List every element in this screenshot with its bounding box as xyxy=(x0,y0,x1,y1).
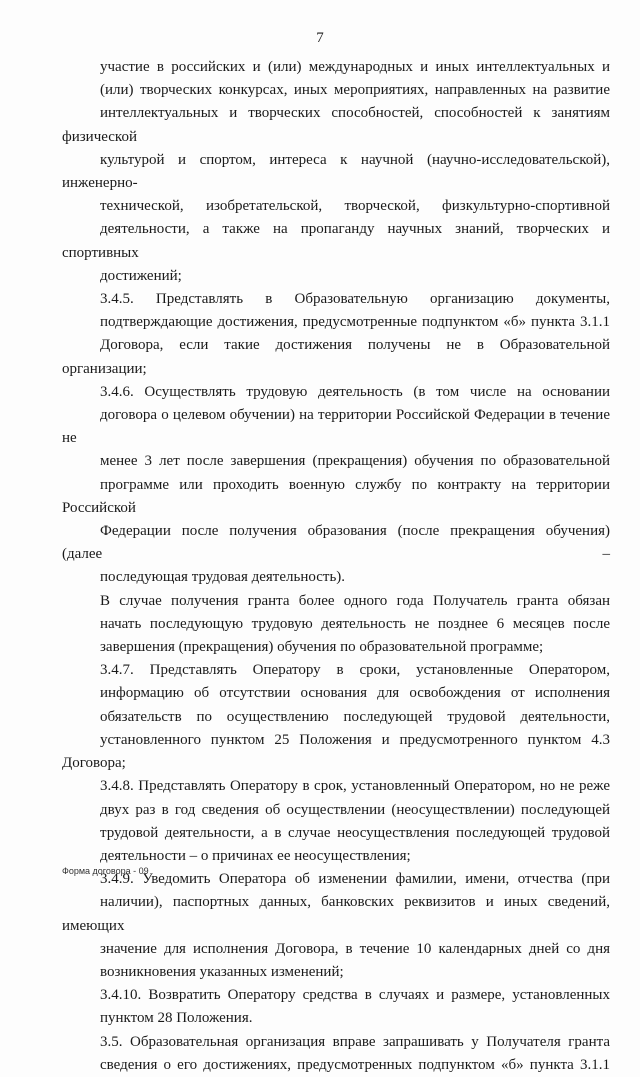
text-line: программе или проходить военную службу по контракту на территории Российской xyxy=(62,476,610,516)
text-line: 3.4.8. Представлять Оператору в срок, установленный Оператором, но не реже xyxy=(100,778,610,795)
text-line: (или) творческих конкурсах, иных мероприятиях, направленных на развитие xyxy=(100,82,610,99)
text-line: информацию об отсутствии основания для освобождения от исполнения xyxy=(100,685,610,702)
text-line: культурой и спортом, интереса к научной (научно-исследовательской), инженерно- xyxy=(62,151,610,192)
text-line: 3.4.9. Уведомить Оператора об изменении фамилии, имени, отчества (при xyxy=(100,871,610,888)
text-line: технической, изобретательской, творческой, физкультурно-спортивной xyxy=(100,198,610,215)
text-line: завершения (прекращения) обучения по образовательной программе; xyxy=(100,639,544,656)
paragraph-p-3-4-10 xyxy=(62,984,610,1030)
text-line: наличии), паспортных данных, банковских реквизитов и иных сведений, имеющих xyxy=(62,894,610,934)
text-line: двух раз в год сведения об осуществлении (неосуществлении) последующей xyxy=(100,801,610,818)
text-line: 3.4.5. Представлять в Образовательную организацию документы, xyxy=(100,291,610,308)
text-line: деятельности – о причинах ее неосуществления; xyxy=(100,847,411,864)
text-line: возникновения указанных изменений; xyxy=(100,963,344,980)
text-line: подтверждающие достижения, предусмотренные подпунктом «б» пункта 3.1.1 xyxy=(100,314,610,331)
text-line: Договора, если такие достижения получены не в Образовательной организации; xyxy=(62,337,610,377)
text-line: В случае получения гранта более одного года Получатель гранта обязан xyxy=(100,592,610,609)
text-line: менее 3 лет после завершения (прекращения) обучения по образовательной xyxy=(100,453,610,470)
text-line: сведения о его достижениях, предусмотренных подпунктом «б» пункта 3.1.1 xyxy=(100,1056,610,1073)
paragraph-p-3-4-7 xyxy=(62,659,610,775)
paragraph-p-3-4-6 xyxy=(62,381,610,590)
text-line: достижений; xyxy=(100,267,182,284)
text-line: 3.5. Образовательная организация вправе запрашивать у Получателя гранта xyxy=(100,1033,610,1050)
form-footer: Форма договора - 09 xyxy=(62,866,149,876)
paragraph-p-grant xyxy=(62,590,610,660)
text-line: 3.4.7. Представлять Оператору в сроки, установленные Оператором, xyxy=(100,662,610,679)
text-line: 3.4.10. Возвратить Оператору средства в случаях и размере, установленных xyxy=(100,987,610,1004)
text-line: последующая трудовая деятельность). xyxy=(100,569,346,586)
text-line: интеллектуальных и творческих способностей, способностей к занятиям физической xyxy=(62,105,610,145)
document-body xyxy=(62,56,610,1077)
paragraph-p-3-4-5 xyxy=(62,288,610,381)
text-line: деятельности, а также на пропаганду научных знаний, творческих и спортивных xyxy=(62,221,610,261)
text-line: участие в российских и (или) международных и иных интеллектуальных и xyxy=(100,59,610,75)
paragraph-p-3-5 xyxy=(62,1031,610,1077)
text-line: обязательств по осуществлению последующей трудовой деятельности, xyxy=(100,708,610,725)
paragraph-p-continuation xyxy=(62,56,610,288)
text-line: договора о целевом обучении) на территории Российской Федерации в течение не xyxy=(62,407,610,447)
text-line: трудовой деятельности, а в случае неосуществления последующей трудовой xyxy=(100,824,610,841)
paragraph-p-3-4-9 xyxy=(62,868,610,984)
text-line: Федерации после получения образования (после прекращения обучения) (далее – xyxy=(62,523,610,563)
page-number: 7 xyxy=(316,30,324,46)
text-line: установленного пунктом 25 Положения и предусмотренного пунктом 4.3 Договора; xyxy=(62,731,610,772)
text-line: пунктом 28 Положения. xyxy=(100,1010,253,1027)
text-line: значение для исполнения Договора, в течение 10 календарных дней со дня xyxy=(100,940,610,957)
paragraph-p-3-4-8 xyxy=(62,775,610,868)
text-line: 3.4.6. Осуществлять трудовую деятельность (в том числе на основании xyxy=(100,383,610,400)
text-line: начать последующую трудовую деятельность не позднее 6 месяцев после xyxy=(100,615,610,632)
